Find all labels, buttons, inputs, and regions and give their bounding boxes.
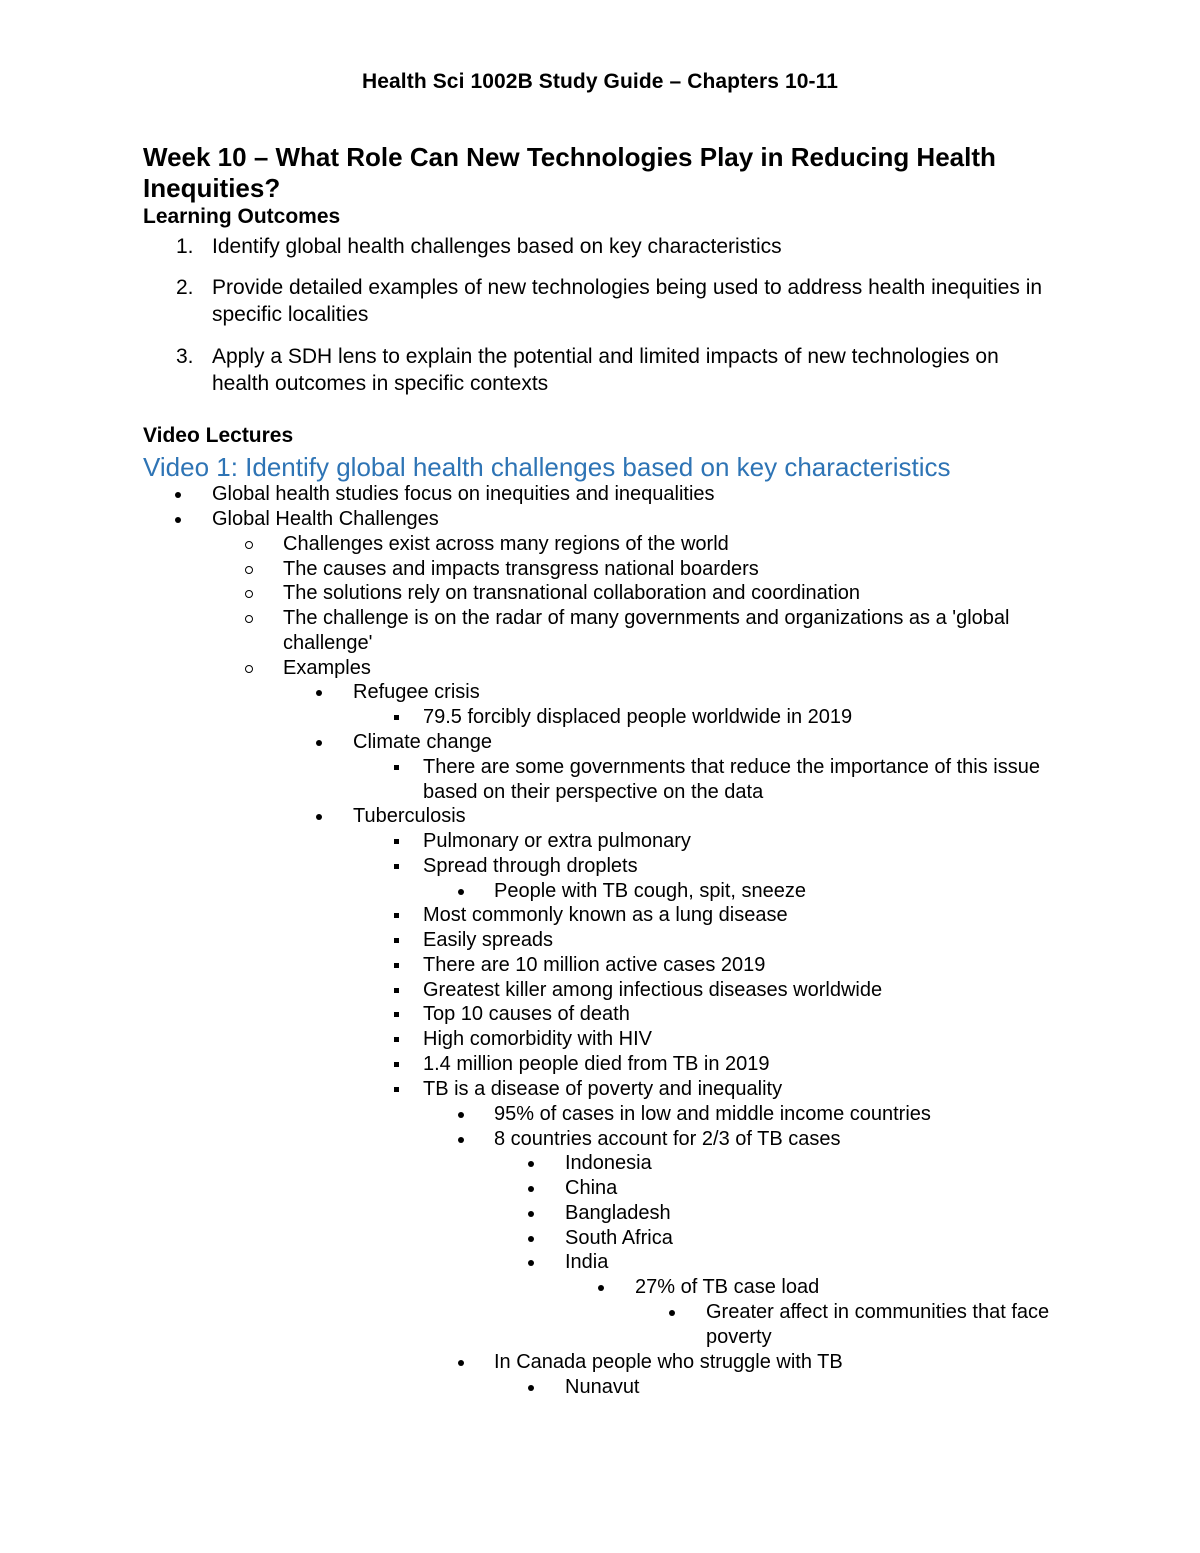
bullet-circle-icon bbox=[245, 541, 253, 549]
list-item: Global Health Challenges bbox=[212, 508, 439, 530]
outcome-number: 2. bbox=[176, 276, 194, 299]
outcome-text: Apply a SDH lens to explain the potential and limited impacts of new technologies on health outcomes in specific contexts bbox=[212, 345, 999, 395]
bullet-dot-icon bbox=[316, 690, 322, 696]
list-item: Most commonly known as a lung disease bbox=[423, 904, 788, 926]
list-item: The challenge is on the radar of many governments and organizations as a 'global challenge' bbox=[283, 607, 1010, 654]
bullet-dot-icon bbox=[528, 1161, 534, 1167]
list-item: Climate change bbox=[353, 731, 492, 753]
list-item: South Africa bbox=[565, 1227, 673, 1249]
list-item: The causes and impacts transgress national boarders bbox=[283, 558, 759, 580]
list-item: India bbox=[565, 1251, 609, 1273]
list-item: Challenges exist across many regions of the world bbox=[283, 533, 729, 555]
bullet-dot-icon bbox=[528, 1260, 534, 1266]
list-item: Greater affect in communities that face poverty bbox=[706, 1301, 1050, 1348]
bullet-dot-icon bbox=[669, 1310, 675, 1316]
bullet-square-icon bbox=[394, 839, 399, 844]
bullet-dot-icon bbox=[458, 1360, 464, 1366]
bullet-dot-icon bbox=[458, 1137, 464, 1143]
list-item: China bbox=[565, 1177, 618, 1199]
list-item: 27% of TB case load bbox=[635, 1276, 820, 1298]
list-item: Top 10 causes of death bbox=[423, 1003, 630, 1025]
outcome-number: 1. bbox=[176, 235, 194, 258]
bullet-square-icon bbox=[394, 1037, 399, 1042]
bullet-dot-icon bbox=[458, 889, 464, 895]
list-item: 79.5 forcibly displaced people worldwide in 2019 bbox=[423, 706, 853, 728]
bullet-square-icon bbox=[394, 864, 399, 869]
video-lectures-heading: Video Lectures bbox=[143, 424, 294, 447]
list-item: Pulmonary or extra pulmonary bbox=[423, 830, 691, 852]
list-item: There are 10 million active cases 2019 bbox=[423, 954, 766, 976]
week-heading: Week 10 – What Role Can New Technologies Play in Reducing Health Inequities? bbox=[143, 142, 996, 203]
bullet-square-icon bbox=[394, 765, 399, 770]
list-item: Nunavut bbox=[565, 1376, 640, 1398]
list-item: Spread through droplets bbox=[423, 855, 638, 877]
list-item: Indonesia bbox=[565, 1152, 652, 1174]
list-item: Easily spreads bbox=[423, 929, 554, 951]
list-item: Global health studies focus on inequities and inequalities bbox=[212, 483, 715, 505]
outcome-number: 3. bbox=[176, 345, 194, 368]
bullet-circle-icon bbox=[245, 665, 253, 673]
bullet-square-icon bbox=[394, 938, 399, 943]
bullet-dot-icon bbox=[316, 814, 322, 820]
bullet-dot-icon bbox=[316, 740, 322, 746]
bullet-circle-icon bbox=[245, 615, 253, 623]
bullet-dot-icon bbox=[528, 1385, 534, 1391]
list-item: Greatest killer among infectious diseases worldwide bbox=[423, 979, 883, 1001]
list-item: Tuberculosis bbox=[353, 805, 466, 827]
outcome-text: Identify global health challenges based on key characteristics bbox=[212, 235, 782, 258]
bullet-dot-icon bbox=[528, 1236, 534, 1242]
bullet-dot-icon bbox=[528, 1211, 534, 1217]
list-item: People with TB cough, spit, sneeze bbox=[494, 880, 807, 902]
bullet-circle-icon bbox=[245, 566, 253, 574]
bullet-square-icon bbox=[394, 988, 399, 993]
list-item: 8 countries account for 2/3 of TB cases bbox=[494, 1128, 841, 1150]
bullet-dot-icon bbox=[175, 517, 181, 523]
list-item: TB is a disease of poverty and inequality bbox=[423, 1078, 783, 1100]
list-item: The solutions rely on transnational collaboration and coordination bbox=[283, 582, 861, 604]
document-title: Health Sci 1002B Study Guide – Chapters 10-11 bbox=[361, 70, 838, 93]
list-item: High comorbidity with HIV bbox=[423, 1028, 652, 1050]
bullet-square-icon bbox=[394, 1062, 399, 1067]
list-item: Bangladesh bbox=[565, 1202, 671, 1224]
list-item: There are some governments that reduce the importance of this issue based on their perspective on the data bbox=[423, 756, 1040, 803]
list-item: Examples bbox=[283, 657, 371, 679]
bullet-square-icon bbox=[394, 913, 399, 918]
bullet-square-icon bbox=[394, 1012, 399, 1017]
bullet-dot-icon bbox=[175, 492, 181, 498]
bullet-circle-icon bbox=[245, 590, 253, 598]
list-item: 95% of cases in low and middle income countries bbox=[494, 1103, 931, 1125]
learning-outcomes-heading: Learning Outcomes bbox=[143, 205, 341, 228]
video-1-heading: Video 1: Identify global health challenges based on key characteristics bbox=[143, 452, 951, 482]
bullet-dot-icon bbox=[598, 1285, 604, 1291]
bullet-dot-icon bbox=[458, 1112, 464, 1118]
bullet-square-icon bbox=[394, 963, 399, 968]
bullet-square-icon bbox=[394, 1087, 399, 1092]
list-item: In Canada people who struggle with TB bbox=[494, 1351, 843, 1373]
list-item: Refugee crisis bbox=[353, 681, 480, 703]
bullet-square-icon bbox=[394, 715, 399, 720]
list-item: 1.4 million people died from TB in 2019 bbox=[423, 1053, 770, 1075]
bullet-dot-icon bbox=[528, 1186, 534, 1192]
outcome-text: Provide detailed examples of new technologies being used to address health inequities in specific localities bbox=[212, 276, 1043, 326]
